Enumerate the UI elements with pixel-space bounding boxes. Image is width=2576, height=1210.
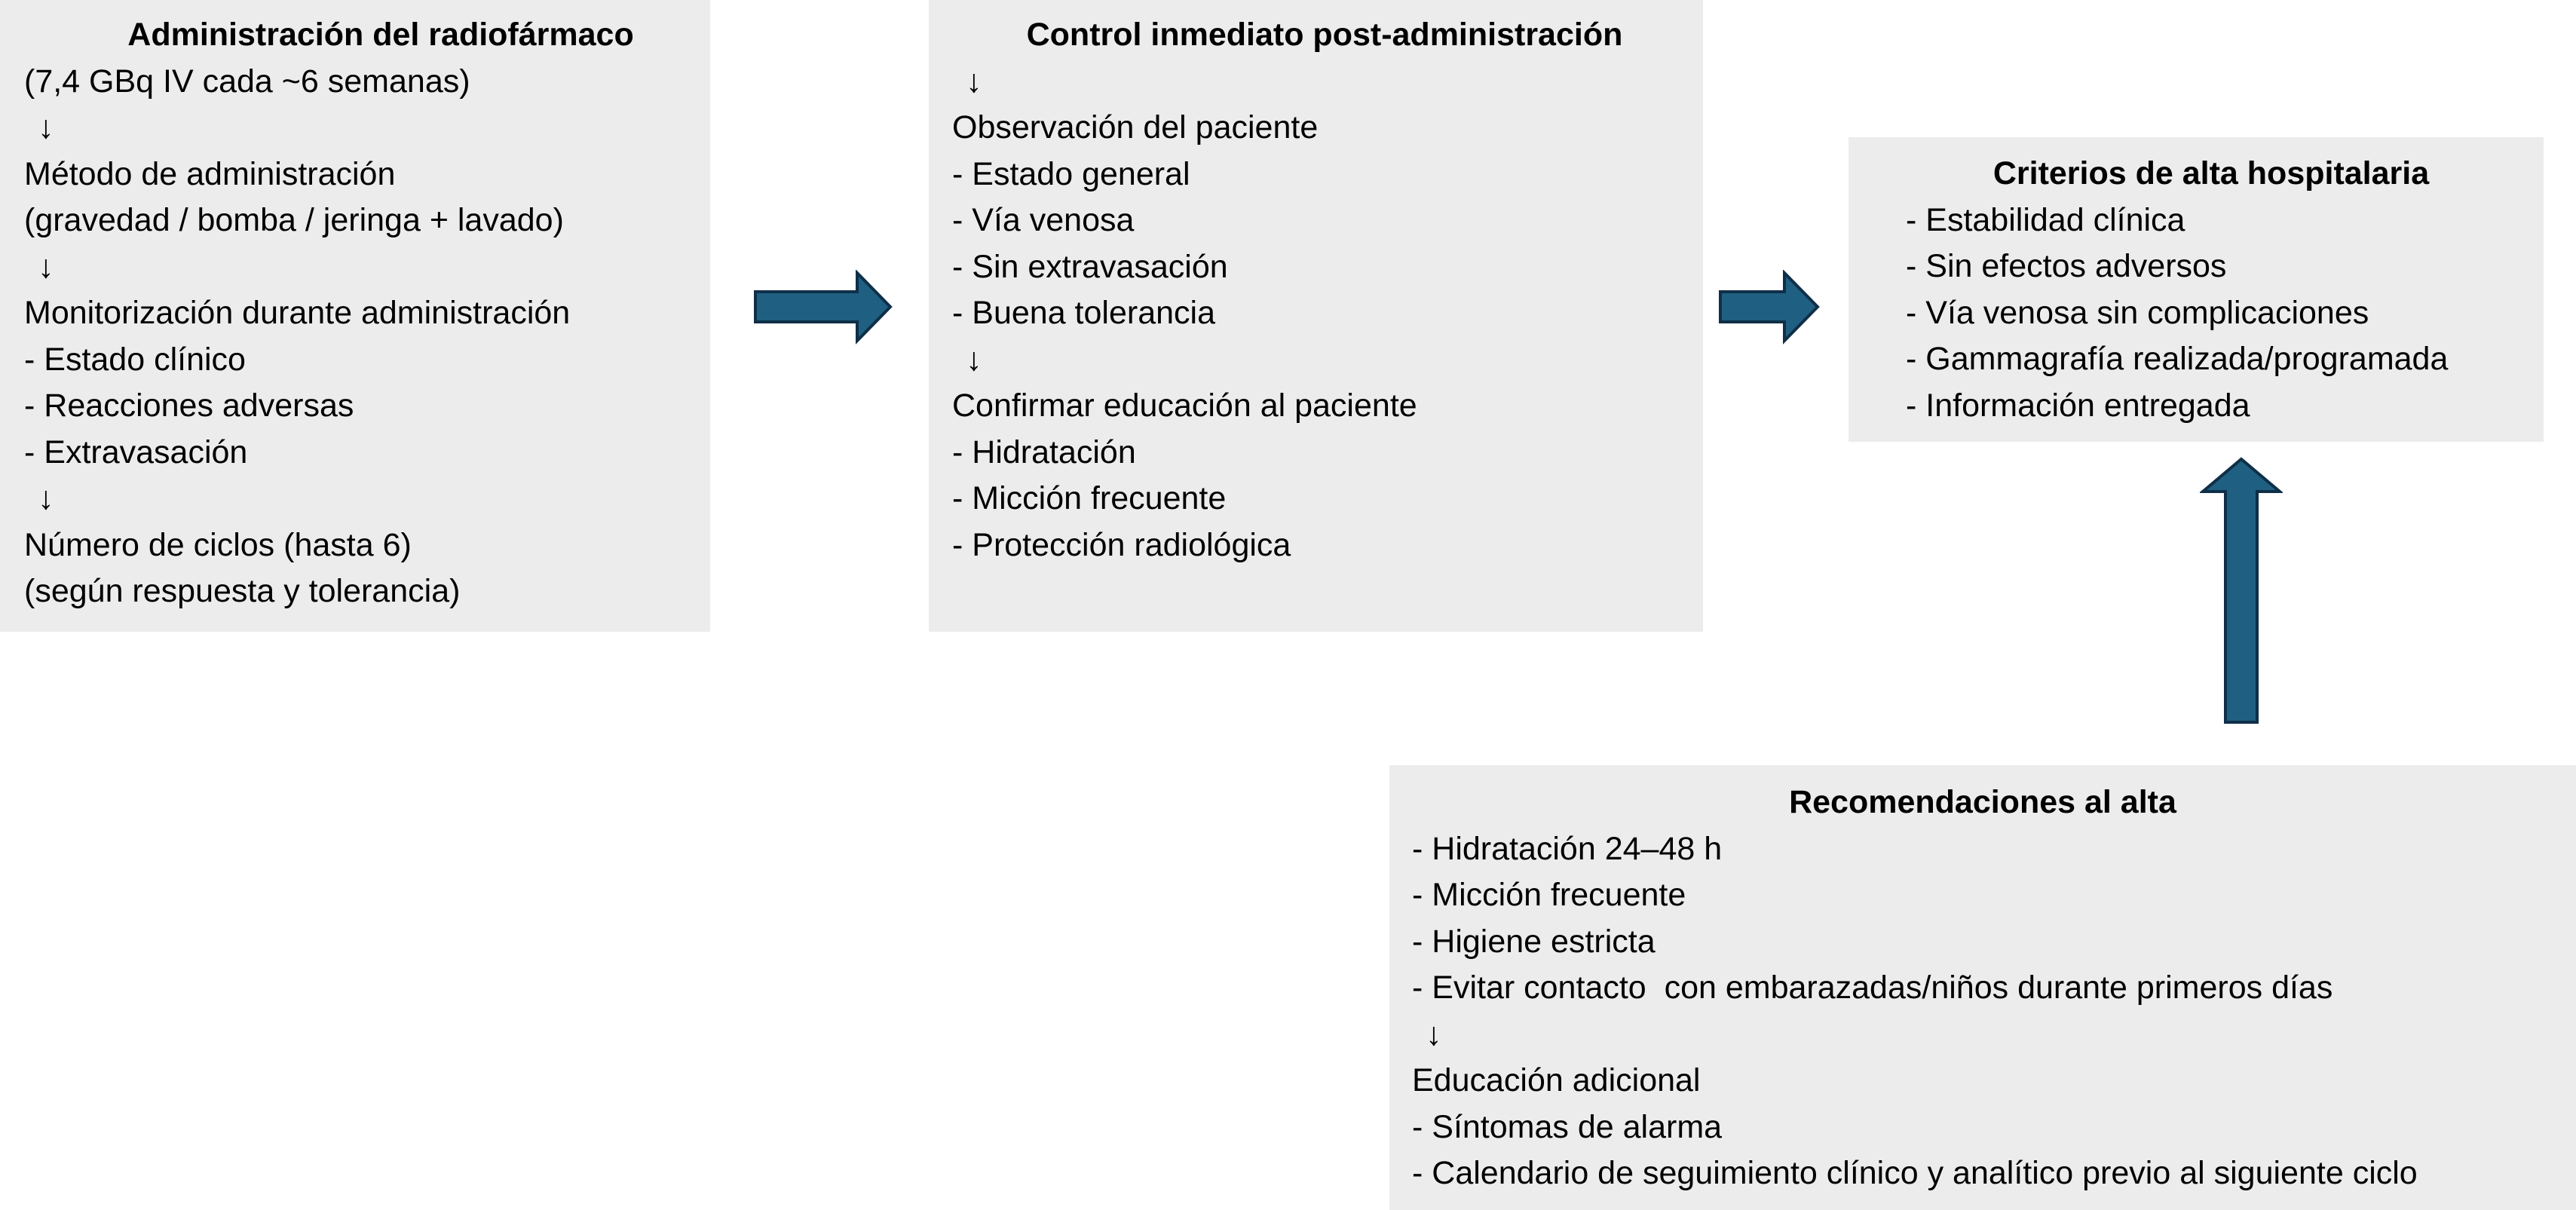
control-line: - Buena tolerancia [952, 295, 1215, 331]
recomendaciones-line: Educación adicional [1412, 1062, 1701, 1098]
criterios-line: - Información entregada [1906, 387, 2250, 424]
control-line: - Hidratación [952, 433, 1136, 470]
recomendaciones-line: - Síntomas de alarma [1412, 1108, 1723, 1145]
criterios-line: - Sin efectos adversos [1906, 248, 2227, 284]
recomendaciones-line: - Micción frecuente [1412, 877, 1686, 913]
down-arrow-icon: ↓ [966, 341, 982, 378]
control-line: - Micción frecuente [952, 480, 1227, 516]
recomendaciones-line: - Hidratación 24–48 h [1412, 830, 1723, 867]
admin-box [0, 0, 710, 632]
control-line: Confirmar educación al paciente [952, 388, 1417, 424]
admin-line: (7,4 GBq IV cada ~6 semanas) [24, 63, 470, 100]
control-line: - Protección radiológica [952, 526, 1291, 563]
control-line: - Sin extravasación [952, 248, 1228, 285]
admin-line: Monitorización durante administración [24, 295, 571, 331]
recomendaciones-title: Recomendaciones al alta [1789, 784, 2176, 820]
recomendaciones-line: - Evitar contacto con embarazadas/niños durante primeros días [1412, 970, 2333, 1006]
down-arrow-icon: ↓ [966, 63, 982, 100]
criterios-line: - Estabilidad clínica [1906, 201, 2185, 238]
recomendaciones-line: - Higiene estricta [1412, 923, 1656, 960]
down-arrow-icon: ↓ [38, 109, 54, 146]
recomendaciones-line: - Calendario de seguimiento clínico y analítico previo al siguiente ciclo [1412, 1155, 2418, 1191]
admin-line: Número de ciclos (hasta 6) [24, 526, 412, 563]
admin-line: (gravedad / bomba / jeringa + lavado) [24, 202, 564, 238]
admin-line: - Extravasación [24, 433, 248, 470]
control-title: Control inmediato post-administración [1026, 17, 1623, 53]
admin-title: Administración del radiofármaco [127, 17, 634, 53]
control-line: - Vía venosa [952, 202, 1135, 238]
criterios-line: - Vía venosa sin complicaciones [1906, 294, 2369, 331]
right-arrow-icon [754, 270, 893, 345]
admin-line: (según respuesta y tolerancia) [24, 573, 461, 609]
control-line: Observación del paciente [952, 109, 1319, 146]
criterios-box [1849, 137, 2544, 442]
down-arrow-icon: ↓ [38, 480, 54, 516]
recomendaciones-box [1389, 765, 2576, 1210]
right-arrow-icon [1719, 270, 1821, 345]
control-line: - Estado general [952, 155, 1190, 192]
criterios-title: Criterios de alta hospitalaria [1992, 155, 2430, 191]
control-box [929, 0, 1703, 632]
admin-line: - Estado clínico [24, 341, 246, 378]
up-arrow-icon [2200, 457, 2283, 725]
criterios-line: - Gammagrafía realizada/programada [1906, 341, 2449, 377]
down-arrow-icon: ↓ [1426, 1015, 1442, 1052]
admin-line: - Reacciones adversas [24, 388, 354, 424]
admin-line: Método de administración [24, 155, 396, 192]
down-arrow-icon: ↓ [38, 248, 54, 285]
